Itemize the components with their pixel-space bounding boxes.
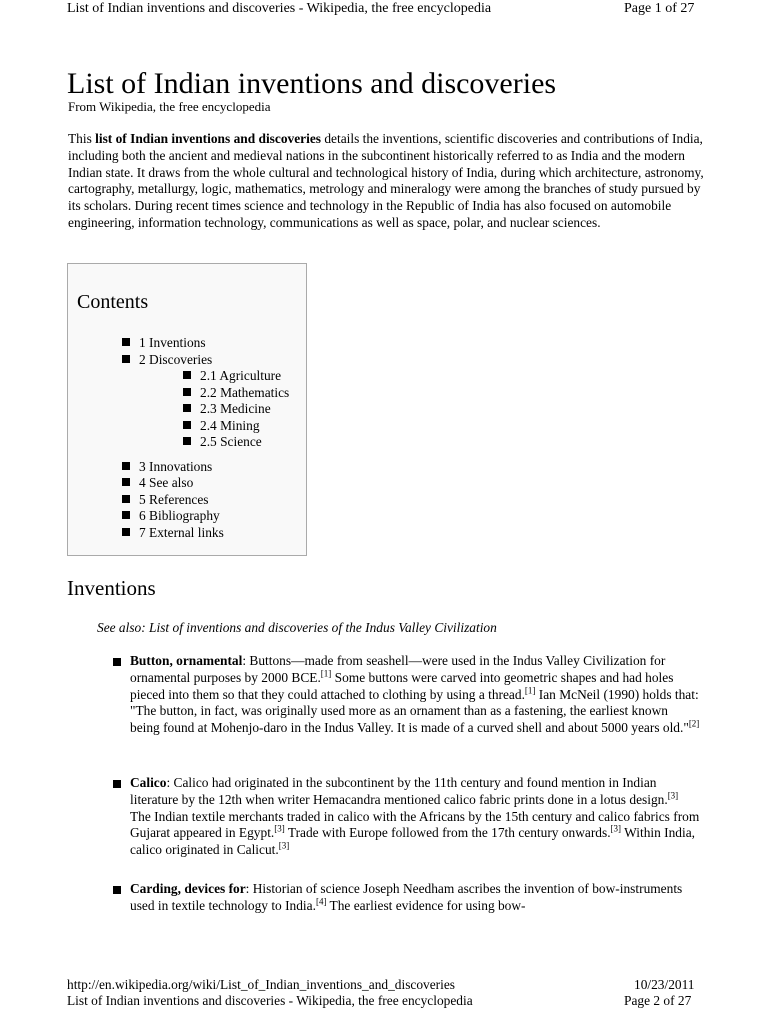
bullet-icon <box>122 495 130 503</box>
page-header-number: Page 1 of 27 <box>624 1 695 16</box>
bullet-icon <box>113 780 121 788</box>
footer-date: 10/23/2011 <box>634 977 695 992</box>
toc-item-mathematics[interactable]: 2.2 Mathematics <box>183 385 289 401</box>
entry-carding-devices: Carding, devices for: Historian of science Joseph Needham ascribes the invention of bow-instruments used in textile technology to India.[4] The earliest evidence for using bow- <box>113 881 701 915</box>
entry-term: Calico <box>130 775 167 790</box>
toc-item-agriculture[interactable]: 2.1 Agriculture <box>183 368 281 384</box>
article-title: List of Indian inventions and discoveries <box>67 67 557 100</box>
toc-item-inventions[interactable]: 1 Inventions <box>122 335 206 351</box>
bullet-icon <box>183 421 191 429</box>
citation-link[interactable]: [3] <box>278 840 290 851</box>
intro-lead: This <box>68 131 96 146</box>
table-of-contents <box>67 263 307 556</box>
entry-calico: Calico: Calico had originated in the subcontinent by the 11th century and found mention in Indian literature by the 12th when writer Hemacandra mentioned calico fabric prints done in a lotus design.[3] The Indian textile merchants traded in calico with the Africans by the 15th century and calico fabrics from Gujarat appeared in Egypt.[3] Trade with Europe followed from the 17th century onwards.[3] Within India, calico originated in Calicut.[3] <box>113 775 701 859</box>
intro-paragraph <box>68 131 704 232</box>
bullet-icon <box>122 355 130 363</box>
footer-next-page-number: Page 2 of 27 <box>624 993 692 1008</box>
toc-item-medicine[interactable]: 2.3 Medicine <box>183 401 271 417</box>
bullet-icon <box>183 388 191 396</box>
see-also-link[interactable]: See also: List of inventions and discoveries of the Indus Valley Civilization <box>97 620 497 635</box>
citation-link[interactable]: [3] <box>667 790 679 801</box>
bullet-icon <box>122 462 130 470</box>
bullet-icon <box>183 437 191 445</box>
page-header-title: List of Indian inventions and discoveries - Wikipedia, the free encyclopedia <box>67 1 492 16</box>
citation-link[interactable]: [1] <box>524 685 536 696</box>
toc-item-mining[interactable]: 2.4 Mining <box>183 418 260 434</box>
toc-item-science[interactable]: 2.5 Science <box>183 434 262 450</box>
toc-title: Contents <box>77 291 149 313</box>
entry-button-ornamental: Button, ornamental: Buttons—made from seashell—were used in the Indus Valley Civilization for ornamental purposes by 2000 BCE.[1] Some buttons were carved into geometric shapes and had holes pieced into them so that they could attached to clothing by using a thread.[1] Ian McNeil (1990) holds that: "The button, in fact, was originally used more as an ornament than as a fastening, the earliest known being found at Mohenjo-daro in the Indus Valley. It is made of a curved shell and about 5000 years old."[2] <box>113 653 701 737</box>
toc-item-discoveries[interactable]: 2 Discoveries <box>122 352 212 368</box>
entry-term: Carding, devices for <box>130 881 246 896</box>
bullet-icon <box>113 658 121 666</box>
citation-link[interactable]: [3] <box>274 823 285 834</box>
citation-link[interactable]: [2] <box>688 718 700 729</box>
bullet-icon <box>113 886 121 894</box>
toc-item-external-links[interactable]: 7 External links <box>122 525 224 541</box>
toc-item-see-also[interactable]: 4 See also <box>122 475 193 491</box>
footer-url[interactable]: http://en.wikipedia.org/wiki/List_of_Indian_inventions_and_discoveries <box>67 977 456 992</box>
bullet-icon <box>183 404 191 412</box>
toc-item-bibliography[interactable]: 6 Bibliography <box>122 508 220 524</box>
bullet-icon <box>122 528 130 536</box>
intro-bold-term: list of Indian inventions and discoveries <box>95 131 321 146</box>
bullet-icon <box>122 478 130 486</box>
section-heading-inventions: Inventions <box>67 576 156 600</box>
bullet-icon <box>122 338 130 346</box>
intro-rest: details the inventions, scientific discoveries and contributions of India, including both the ancient and medieval nations in the subcontinent historically referred to as India and the modern Indian state. It draws from the whole cultural and technological history of India, during which architecture, astronomy, cartography, metallurgy, logic, mathematics, metrology and mineralogy were among the branches of study pursued by its scholars. During recent times science and technology in the Republic of India has also focused on automobile engineering, information technology, communications as well as space, polar, and nuclear sciences. <box>68 131 704 230</box>
citation-link[interactable]: [4] <box>315 896 327 907</box>
bullet-icon <box>122 511 130 519</box>
citation-link[interactable]: [3] <box>610 823 622 834</box>
footer-next-page-title: List of Indian inventions and discoveries - Wikipedia, the free encyclopedia <box>67 993 473 1008</box>
toc-item-references[interactable]: 5 References <box>122 492 209 508</box>
bullet-icon <box>183 371 191 379</box>
toc-item-innovations[interactable]: 3 Innovations <box>122 459 212 475</box>
article-subtitle: From Wikipedia, the free encyclopedia <box>68 99 271 114</box>
entry-term: Button, ornamental <box>130 653 243 668</box>
citation-link[interactable]: [1] <box>320 668 332 679</box>
